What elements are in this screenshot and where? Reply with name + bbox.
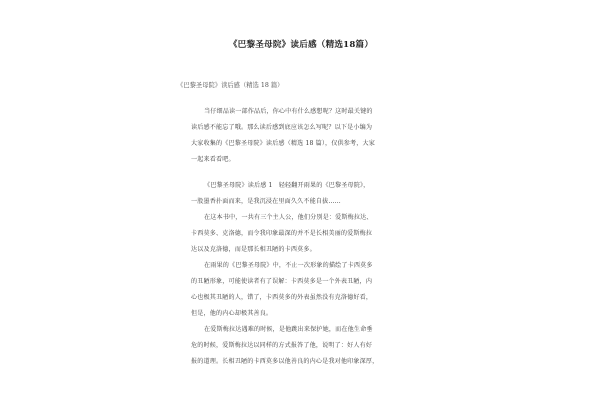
document-title: 《巴黎圣母院》读后感（精选18篇） [228,40,374,50]
paragraph-line: 在雨果的《巴黎圣母院》中，不止一次形象的描绘了卡西莫多 [204,262,373,269]
paragraph-line: 当仔细品读一部作品后，你心中有什么感想呢？这时最关键的 [204,108,373,115]
document-sheet [172,0,430,400]
paragraph-line: 心也极其丑陋的人，错了，卡西莫多的外表虽然没有克洛德好看， [191,294,373,301]
paragraph-line: 卡西莫多、克洛德，而令我印象最深的并不是长相美丽的爱斯梅拉 [191,230,373,237]
paragraph-line: 但是，他的内心却极其善良。 [191,310,273,317]
paragraph-line: 危的时候，爱斯梅拉达以同样的方式报答了他，说明了：好人有好 [191,342,373,349]
paragraph-line: 一股墨香扑面而来，是我沉浸在里面久久不能自拔…… [191,198,341,205]
paragraph-line: 读后感不能忘了哦。那么读后感到底应该怎么写呢？以下是小编为 [191,124,373,131]
paragraph-line: 一起来看看吧。 [191,156,235,163]
paragraph-line: 的丑陋形象，可能使读者有了误解：卡西莫多是一个外表丑陋，内 [191,278,373,285]
document-subtitle: 《巴黎圣母院》读后感（精选 18 篇） [177,82,284,89]
paragraph-line: 在这本书中，一共有三个主人公，他们分别是：爱斯梅拉达、 [204,214,373,221]
paragraph-line: 达以及克洛德，而是那长相丑陋的卡西莫多。 [191,246,316,253]
paragraph-line: 在爱斯梅拉达遇难的时候，是他跳出来保护她，而在他生命垂 [204,326,373,333]
paragraph-line: 报的道理。长相丑陋的卡西莫多以他善良的内心是我对他印象深厚， [191,358,379,365]
paragraph-line: 《巴黎圣母院》读后感 1 轻轻翻开雨果的《巴黎圣母院》， [204,182,370,189]
paragraph-line: 大家收集的《巴黎圣母院》读后感（精选 18 篇），仅供参考，大家 [191,140,376,147]
